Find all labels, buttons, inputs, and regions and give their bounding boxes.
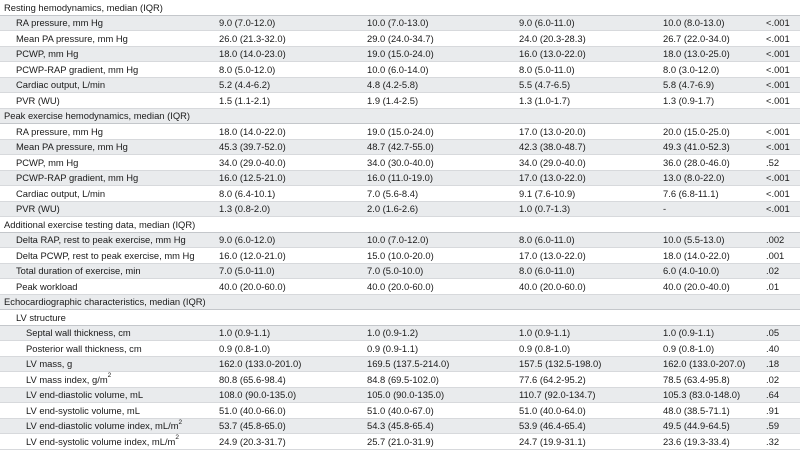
section-header-row	[0, 310, 800, 326]
value-cell-col3: 1.3 (1.0-1.7)	[519, 94, 571, 106]
value-cell-col1: 7.0 (5.0-11.0)	[219, 265, 275, 277]
value-cell-col3: 0.9 (0.8-1.0)	[519, 342, 571, 354]
value-cell-col2: 7.0 (5.6-8.4)	[367, 187, 419, 199]
value-cell-col3: 40.0 (20.0-60.0)	[519, 280, 586, 292]
table-row	[0, 279, 800, 295]
row-label-text: PCWP, mm Hg	[16, 48, 79, 60]
table-row	[0, 264, 800, 280]
row-label	[16, 235, 186, 245]
p-value-cell: .32	[766, 435, 780, 447]
value-cell-col3: 51.0 (40.0-64.0)	[519, 404, 586, 416]
p-value-cell: <.001	[766, 94, 790, 106]
table-row	[0, 233, 800, 249]
value-cell-col4: -	[663, 203, 667, 215]
value-cell-col3: 8.0 (5.0-11.0)	[519, 63, 575, 75]
value-cell-col3: 17.0 (13.0-20.0)	[519, 125, 586, 137]
section-title	[4, 3, 163, 13]
table-row	[0, 124, 800, 140]
row-label-text: LV end-diastolic volume index, mL/m	[26, 420, 179, 432]
table-row	[0, 140, 800, 156]
value-cell-col3: 24.0 (20.3-28.3)	[519, 32, 586, 44]
section-header-row	[0, 217, 800, 233]
value-cell-col3: 77.6 (64.2-95.2)	[519, 373, 586, 385]
value-cell-col3: 34.0 (29.0-40.0)	[519, 156, 586, 168]
value-cell-col1: 51.0 (40.0-66.0)	[219, 404, 286, 416]
value-cell-col4: 0.9 (0.8-1.0)	[663, 342, 715, 354]
table-row	[0, 31, 800, 47]
value-cell-col4: 78.5 (63.4-95.8)	[663, 373, 730, 385]
value-cell-col4: 1.0 (0.9-1.1)	[663, 327, 715, 339]
value-cell-col3: 1.0 (0.7-1.3)	[519, 203, 571, 215]
value-cell-col4: 13.0 (8.0-22.0)	[663, 172, 725, 184]
value-cell-col4: 49.5 (44.9-64.5)	[663, 420, 730, 432]
value-cell-col3: 9.1 (7.6-10.9)	[519, 187, 576, 199]
p-value-cell: <.001	[766, 187, 790, 199]
p-value-cell: .59	[766, 420, 780, 432]
row-label-text: LV mass, g	[26, 358, 73, 370]
p-value-cell: <.001	[766, 125, 790, 137]
value-cell-col2: 7.0 (5.0-10.0)	[367, 265, 424, 277]
row-label-text: PVR (WU)	[16, 203, 60, 215]
row-label-text: Mean PA pressure, mm Hg	[16, 141, 128, 153]
value-cell-col2: 10.0 (7.0-13.0)	[367, 17, 429, 29]
row-label	[16, 80, 105, 90]
row-label-text: Delta RAP, rest to peak exercise, mm Hg	[16, 234, 186, 246]
p-value-cell: .02	[766, 373, 780, 385]
value-cell-col4: 48.0 (38.5-71.1)	[663, 404, 730, 416]
p-value-cell: .91	[766, 404, 780, 416]
value-cell-col3: 9.0 (6.0-11.0)	[519, 17, 575, 29]
row-label-text: Cardiac output, L/min	[16, 187, 106, 199]
p-value-cell: <.001	[766, 79, 790, 91]
value-cell-col1: 24.9 (20.3-31.7)	[219, 435, 286, 447]
table-row	[0, 93, 800, 109]
table-row	[0, 47, 800, 63]
value-cell-col2: 16.0 (11.0-19.0)	[367, 172, 434, 184]
table-row	[0, 434, 800, 450]
value-cell-col3: 5.5 (4.7-6.5)	[519, 79, 571, 91]
value-cell-col1: 5.2 (4.4-6.2)	[219, 79, 271, 91]
value-cell-col1: 1.5 (1.1-2.1)	[219, 94, 271, 106]
row-label	[16, 65, 138, 75]
row-label	[26, 418, 183, 432]
section-header-row	[0, 0, 800, 16]
value-cell-col2: 84.8 (69.5-102.0)	[367, 373, 439, 385]
value-cell-col1: 1.3 (0.8-2.0)	[219, 203, 271, 215]
value-cell-col3: 1.0 (0.9-1.1)	[519, 327, 571, 339]
row-label-text: Delta PCWP, rest to peak exercise, mm Hg	[16, 249, 195, 261]
row-label-text: LV end-systolic volume index, mL/m	[26, 435, 176, 447]
value-cell-col3: 110.7 (92.0-134.7)	[519, 389, 596, 401]
table-row	[0, 16, 800, 32]
value-cell-col4: 23.6 (19.3-33.4)	[663, 435, 730, 447]
section-title	[4, 220, 195, 230]
row-label-text: Total duration of exercise, min	[16, 265, 141, 277]
section-header-row	[0, 295, 800, 311]
value-cell-col4: 26.7 (22.0-34.0)	[663, 32, 730, 44]
row-label	[26, 328, 131, 338]
value-cell-col4: 18.0 (14.0-22.0)	[663, 249, 730, 261]
row-label-text: PCWP-RAP gradient, mm Hg	[16, 172, 139, 184]
value-cell-col3: 157.5 (132.5-198.0)	[519, 358, 602, 370]
p-value-cell: <.001	[766, 17, 790, 29]
p-value-cell: <.001	[766, 203, 790, 215]
unit-superscript: 2	[175, 434, 179, 442]
p-value-cell: <.001	[766, 32, 790, 44]
value-cell-col1: 34.0 (29.0-40.0)	[219, 156, 286, 168]
row-label	[16, 282, 78, 292]
value-cell-col4: 10.0 (5.5-13.0)	[663, 234, 725, 246]
value-cell-col2: 105.0 (90.0-135.0)	[367, 389, 445, 401]
p-value-cell: <.001	[766, 63, 790, 75]
p-value-cell: .02	[766, 265, 780, 277]
row-label-text: PVR (WU)	[16, 94, 60, 106]
value-cell-col3: 42.3 (38.0-48.7)	[519, 141, 586, 153]
value-cell-col1: 26.0 (21.3-32.0)	[219, 32, 286, 44]
value-cell-col4: 5.8 (4.7-6.9)	[663, 79, 715, 91]
row-label-text: Septal wall thickness, cm	[26, 327, 131, 339]
value-cell-col3: 8.0 (6.0-11.0)	[519, 234, 575, 246]
table-row	[0, 403, 800, 419]
value-cell-col3: 53.9 (46.4-65.4)	[519, 420, 586, 432]
table-row	[0, 171, 800, 187]
p-value-cell: .05	[766, 327, 780, 339]
value-cell-col4: 10.0 (8.0-13.0)	[663, 17, 725, 29]
row-label	[16, 142, 128, 152]
p-value-cell: .64	[766, 389, 780, 401]
value-cell-col3: 17.0 (13.0-22.0)	[519, 172, 586, 184]
value-cell-col1: 8.0 (6.4-10.1)	[219, 187, 276, 199]
row-label	[16, 266, 141, 276]
row-label	[16, 18, 103, 28]
value-cell-col4: 1.3 (0.9-1.7)	[663, 94, 715, 106]
value-cell-col2: 2.0 (1.6-2.6)	[367, 203, 419, 215]
value-cell-col1: 80.8 (65.6-98.4)	[219, 373, 286, 385]
row-label-text: Peak exercise hemodynamics, median (IQR)	[4, 110, 191, 122]
value-cell-col1: 53.7 (45.8-65.0)	[219, 420, 286, 432]
row-label-text: LV end-systolic volume, mL	[26, 404, 140, 416]
row-label-text: PCWP-RAP gradient, mm Hg	[16, 63, 139, 75]
value-cell-col4: 40.0 (20.0-40.0)	[663, 280, 730, 292]
value-cell-col4: 8.0 (3.0-12.0)	[663, 63, 720, 75]
value-cell-col4: 18.0 (13.0-25.0)	[663, 48, 730, 60]
value-cell-col4: 6.0 (4.0-10.0)	[663, 265, 720, 277]
value-cell-col4: 49.3 (41.0-52.3)	[663, 141, 730, 153]
row-label-text: LV structure	[16, 311, 66, 323]
value-cell-col2: 10.0 (6.0-14.0)	[367, 63, 429, 75]
section-title	[4, 111, 190, 121]
value-cell-col4: 162.0 (133.0-207.0)	[663, 358, 746, 370]
row-label-text: Posterior wall thickness, cm	[26, 342, 142, 354]
p-value-cell: .01	[766, 280, 780, 292]
row-label-text: Cardiac output, L/min	[16, 79, 106, 91]
row-label-text: Resting hemodynamics, median (IQR)	[4, 1, 163, 13]
table-row	[0, 62, 800, 78]
value-cell-col1: 45.3 (39.7-52.0)	[219, 141, 286, 153]
table-row	[0, 326, 800, 342]
value-cell-col2: 19.0 (15.0-24.0)	[367, 48, 434, 60]
table-row	[0, 357, 800, 373]
table-row	[0, 248, 800, 264]
row-label	[16, 49, 78, 59]
unit-superscript: 2	[107, 372, 112, 380]
value-cell-col2: 1.0 (0.9-1.2)	[367, 327, 419, 339]
value-cell-col3: 16.0 (13.0-22.0)	[519, 48, 586, 60]
unit-superscript: 2	[178, 418, 183, 426]
row-label-text: LV mass index, g/m	[26, 373, 108, 385]
value-cell-col2: 40.0 (20.0-60.0)	[367, 280, 434, 292]
row-label-text: RA pressure, mm Hg	[16, 125, 104, 137]
row-label	[16, 189, 105, 199]
value-cell-col2: 0.9 (0.9-1.1)	[367, 342, 419, 354]
value-cell-col2: 1.9 (1.4-2.5)	[367, 94, 419, 106]
row-label	[26, 344, 142, 354]
table-row	[0, 202, 800, 218]
value-cell-col4: 7.6 (6.8-11.1)	[663, 187, 719, 199]
value-cell-col1: 9.0 (7.0-12.0)	[219, 17, 276, 29]
value-cell-col2: 169.5 (137.5-214.0)	[367, 358, 450, 370]
table-row	[0, 341, 800, 357]
value-cell-col1: 0.9 (0.8-1.0)	[219, 342, 271, 354]
value-cell-col1: 18.0 (14.0-22.0)	[219, 125, 286, 137]
row-label	[16, 173, 138, 183]
row-label	[26, 372, 112, 385]
value-cell-col2: 48.7 (42.7-55.0)	[367, 141, 434, 153]
p-value-cell: <.001	[766, 141, 790, 153]
value-cell-col1: 18.0 (14.0-23.0)	[219, 48, 286, 60]
row-label	[16, 34, 128, 44]
row-label-text: Echocardiographic characteristics, median (IQR)	[4, 296, 206, 308]
value-cell-col4: 36.0 (28.0-46.0)	[663, 156, 730, 168]
table-row	[0, 388, 800, 404]
value-cell-col2: 29.0 (24.0-34.7)	[367, 32, 434, 44]
p-value-cell: .18	[766, 358, 780, 370]
p-value-cell: .002	[766, 234, 785, 246]
value-cell-col2: 25.7 (21.0-31.9)	[367, 435, 434, 447]
table-row	[0, 419, 800, 435]
value-cell-col2: 15.0 (10.0-20.0)	[367, 249, 434, 261]
table-row	[0, 186, 800, 202]
row-label	[16, 127, 103, 137]
p-value-cell: .40	[766, 342, 780, 354]
p-value-cell: .52	[766, 156, 780, 168]
value-cell-col3: 24.7 (19.9-31.1)	[519, 435, 586, 447]
row-label	[16, 158, 78, 168]
table-row	[0, 372, 800, 388]
row-label-text: PCWP, mm Hg	[16, 156, 79, 168]
value-cell-col4: 105.3 (83.0-148.0)	[663, 389, 741, 401]
value-cell-col2: 51.0 (40.0-67.0)	[367, 404, 434, 416]
value-cell-col1: 162.0 (133.0-201.0)	[219, 358, 302, 370]
section-header-row	[0, 109, 800, 125]
row-label	[26, 406, 140, 416]
row-label	[26, 434, 179, 447]
row-label	[16, 96, 60, 106]
value-cell-col2: 10.0 (7.0-12.0)	[367, 234, 429, 246]
value-cell-col1: 16.0 (12.0-21.0)	[219, 249, 286, 261]
value-cell-col1: 9.0 (6.0-12.0)	[219, 234, 276, 246]
p-value-cell: .001	[766, 249, 785, 261]
row-label-text: Additional exercise testing data, median (IQR)	[4, 218, 196, 230]
value-cell-col1: 108.0 (90.0-135.0)	[219, 389, 297, 401]
value-cell-col1: 1.0 (0.9-1.1)	[219, 327, 271, 339]
value-cell-col3: 17.0 (13.0-22.0)	[519, 249, 586, 261]
section-title	[16, 313, 66, 323]
row-label-text: LV end-diastolic volume, mL	[26, 389, 144, 401]
value-cell-col2: 4.8 (4.2-5.8)	[367, 79, 419, 91]
row-label	[26, 359, 72, 369]
row-label-text: RA pressure, mm Hg	[16, 17, 104, 29]
value-cell-col2: 19.0 (15.0-24.0)	[367, 125, 434, 137]
p-value-cell: <.001	[766, 172, 790, 184]
p-value-cell: <.001	[766, 48, 790, 60]
table-row	[0, 155, 800, 171]
row-label-text: Peak workload	[16, 280, 78, 292]
row-label-text: Mean PA pressure, mm Hg	[16, 32, 128, 44]
table-row	[0, 78, 800, 94]
section-title	[4, 297, 206, 307]
value-cell-col1: 8.0 (5.0-12.0)	[219, 63, 276, 75]
value-cell-col3: 8.0 (6.0-11.0)	[519, 265, 575, 277]
value-cell-col4: 20.0 (15.0-25.0)	[663, 125, 730, 137]
value-cell-col2: 54.3 (45.8-65.4)	[367, 420, 434, 432]
row-label	[16, 204, 60, 214]
row-label	[26, 390, 143, 400]
value-cell-col1: 40.0 (20.0-60.0)	[219, 280, 286, 292]
value-cell-col2: 34.0 (30.0-40.0)	[367, 156, 434, 168]
value-cell-col1: 16.0 (12.5-21.0)	[219, 172, 286, 184]
row-label	[16, 251, 195, 261]
